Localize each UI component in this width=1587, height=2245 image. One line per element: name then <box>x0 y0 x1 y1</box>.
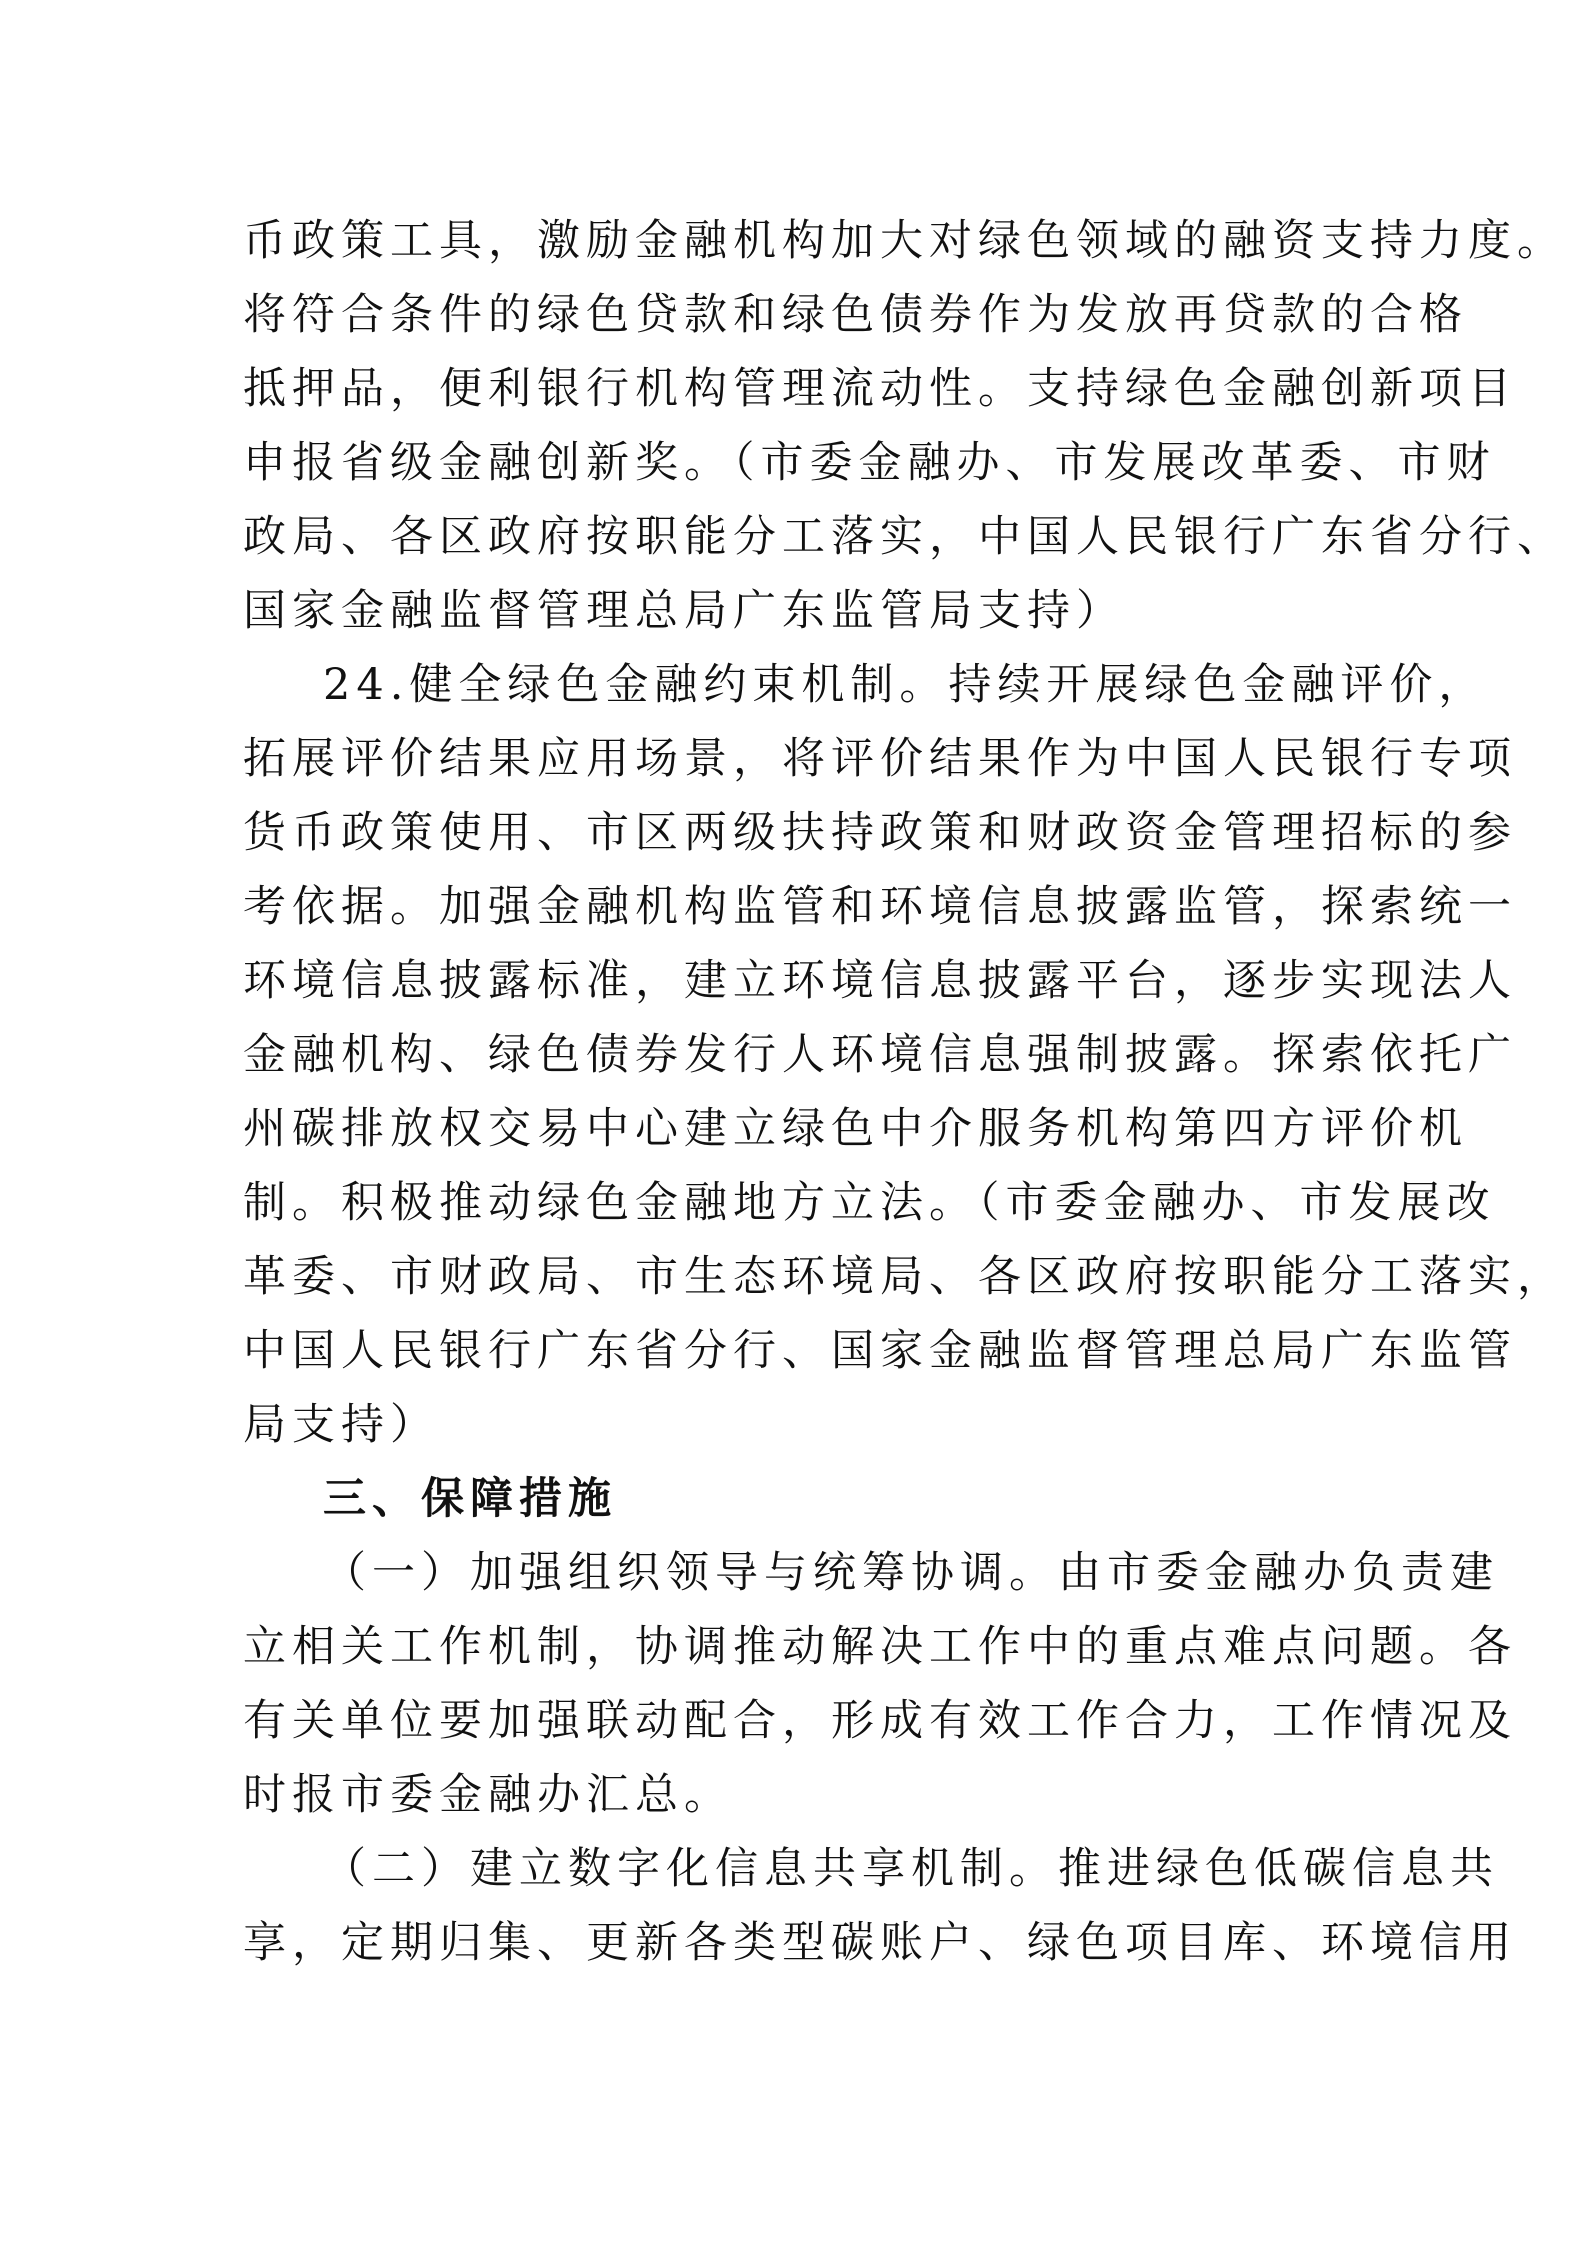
text-line: 币政策工具，激励金融机构加大对绿色领域的融资支持力度。 <box>243 216 1566 266</box>
text-line: 将符合条件的绿色贷款和绿色债券作为发放再贷款的合格 <box>243 290 1468 340</box>
text-line: 州碳排放权交易中心建立绿色中介服务机构第四方评价机 <box>243 1104 1468 1154</box>
text-line: 制。积极推动绿色金融地方立法。（市委金融办、市发展改 <box>243 1178 1496 1228</box>
text-line: 拓展评价结果应用场景，将评价结果作为中国人民银行专项 <box>243 734 1517 784</box>
text-line: 环境信息披露标准，建立环境信息披露平台，逐步实现法人 <box>243 956 1517 1006</box>
text-line: 革委、市财政局、市生态环境局、各区政府按职能分工落实， <box>243 1252 1566 1302</box>
text-line: 立相关工作机制，协调推动解决工作中的重点难点问题。各 <box>243 1622 1517 1672</box>
text-line: 24.健全绿色金融约束机制。持续开展绿色金融评价， <box>323 660 1488 710</box>
text-line: （二）建立数字化信息共享机制。推进绿色低碳信息共 <box>323 1844 1499 1894</box>
text-line: 抵押品，便利银行机构管理流动性。支持绿色金融创新项目 <box>243 364 1517 414</box>
text-line: 考依据。加强金融机构监管和环境信息披露监管，探索统一 <box>243 882 1517 932</box>
text-line: 享，定期归集、更新各类型碳账户、绿色项目库、环境信用 <box>243 1918 1517 1968</box>
text-line: 申报省级金融创新奖。（市委金融办、市发展改革委、市财 <box>243 438 1496 488</box>
text-line: 金融机构、绿色债券发行人环境信息强制披露。探索依托广 <box>243 1030 1517 1080</box>
text-line: 时报市委金融办汇总。 <box>243 1770 733 1820</box>
text-line: 国家金融监督管理总局广东监管局支持） <box>243 586 1125 636</box>
text-line: 货币政策使用、市区两级扶持政策和财政资金管理招标的参 <box>243 808 1517 858</box>
section-heading: 三、保障措施 <box>323 1474 617 1524</box>
text-line: 局支持） <box>243 1400 439 1450</box>
text-line: （一）加强组织领导与统筹协调。由市委金融办负责建 <box>323 1548 1499 1598</box>
text-line: 有关单位要加强联动配合，形成有效工作合力，工作情况及 <box>243 1696 1517 1746</box>
text-line: 政局、各区政府按职能分工落实，中国人民银行广东省分行、 <box>243 512 1566 562</box>
text-line: 中国人民银行广东省分行、国家金融监督管理总局广东监管 <box>243 1326 1517 1376</box>
